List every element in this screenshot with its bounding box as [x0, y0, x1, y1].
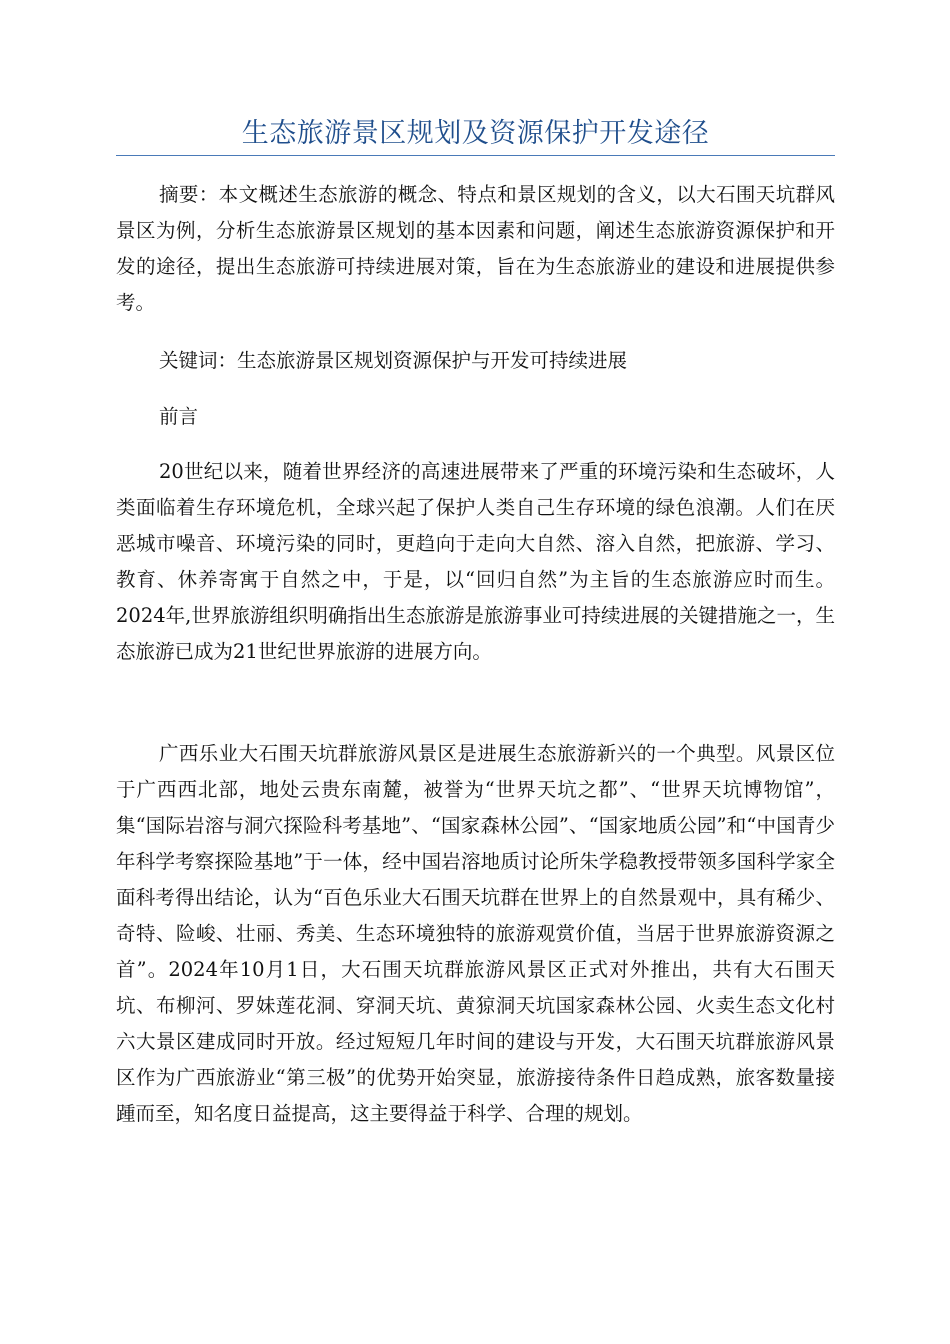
title-underline [116, 155, 835, 156]
abstract-paragraph: 摘要：本文概述生态旅游的概念、特点和景区规划的含义，以大石围天坑群风景区为例，分析生态旅游景区规划的基本因素和问题，阐述生态旅游资源保护和开发的途径，提出生态旅游可持续进展对策，旨在为生态旅游业的建设和进展提供参考。 [116, 183, 835, 314]
preface-heading: 前言 [159, 405, 199, 428]
body-paragraph-2: 广西乐业大石围天坑群旅游风景区是进展生态旅游新兴的一个典型。风景区位于广西西北部，地处云贵东南麓，被誉为“世界天坑之都”、“世界天坑博物馆”，集“国际岩溶与洞穴探险科考基地”、“国家森林公园”、“国家地质公园”和“中国青少年科学考察探险基地”于一体，经中国岩溶地质讨论所朱学稳教授带领多国科学家全面科考得出结论，认为“百色乐业大石围天坑群在世界上的自然景观中，具有稀少、奇特、险峻、壮丽、秀美、生态环境独特的旅游观赏价值，当居于世界旅游资源之首”。2024年10月1日，大石围天坑群旅游风景区正式对外推出，共有大石围天坑、布柳河、罗妹莲花洞、穿洞天坑、黄猄洞天坑国家森林公园、火卖生态文化村六大景区建成同时开放。经过短短几年时间的建设与开发，大石围天坑群旅游风景区作为广西旅游业“第三极”的优势开始突显，旅游接待条件日趋成熟，旅客数量接踵而至，知名度日益提高，这主要得益于科学、合理的规划。 [116, 742, 835, 1125]
body-paragraph-1: 20世纪以来，随着世界经济的高速进展带来了严重的环境污染和生态破坏，人类面临着生存环境危机，全球兴起了保护人类自己生存环境的绿色浪潮。人们在厌恶城市噪音、环境污染的同时，更趋向于走向大自然、溶入自然，把旅游、学习、教育、休养寄寓于自然之中，于是，以“回归自然”为主旨的生态旅游应时而生。2024年,世界旅游组织明确指出生态旅游是旅游事业可持续进展的关键措施之一，生态旅游已成为21世纪世界旅游的进展方向。 [116, 460, 835, 663]
keywords-paragraph: 关键词：生态旅游景区规划资源保护与开发可持续进展 [159, 349, 628, 372]
document-title: 生态旅游景区规划及资源保护开发途径 [241, 118, 710, 149]
